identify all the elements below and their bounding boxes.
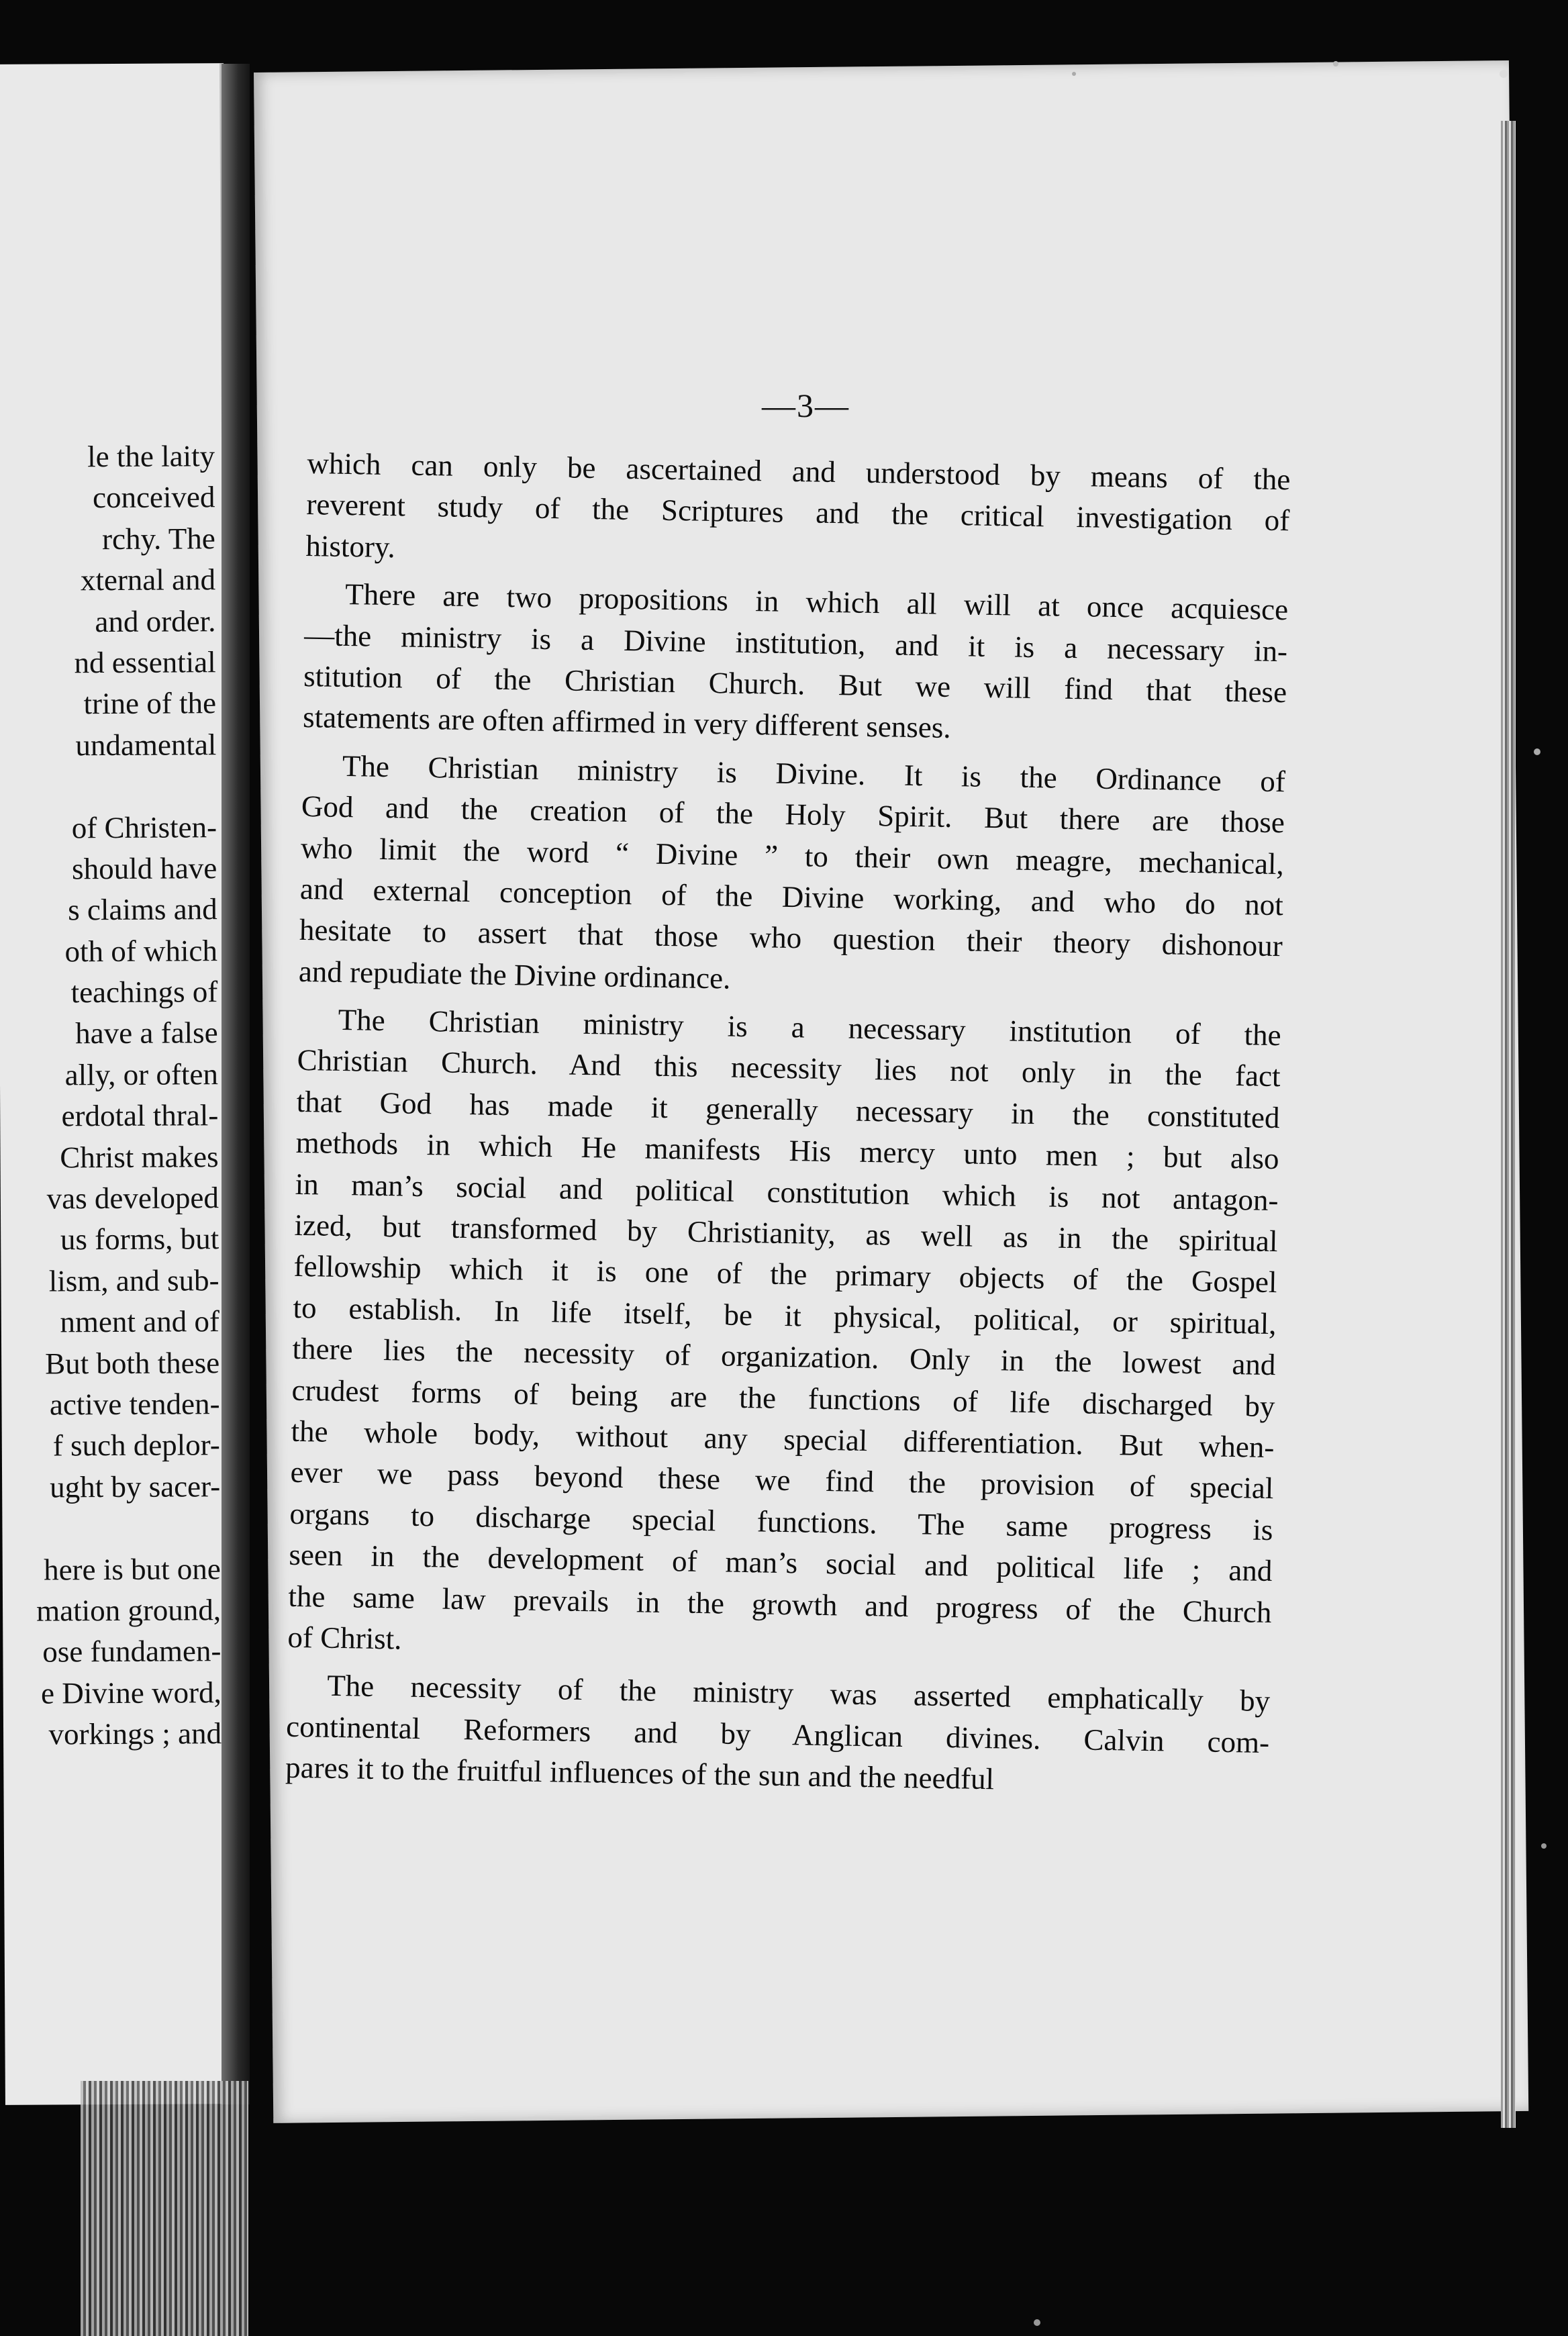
- text-line: seen in the development of man’s social and political life ; and: [289, 1537, 1273, 1588]
- left-page-line: Christ makes: [60, 1139, 219, 1175]
- paragraph: [305, 443, 1291, 583]
- text-line: God and the creation of the Holy Spirit. But there are those: [301, 789, 1285, 840]
- left-page-line: trine of the: [83, 686, 217, 721]
- text-line: continental Reformers and by Anglican divines. Calvin com-: [285, 1709, 1270, 1759]
- text-line: and repudiate the Divine ordinance.: [298, 954, 731, 995]
- text-line: history.: [305, 528, 396, 564]
- left-page-line: lism, and sub-: [48, 1263, 219, 1298]
- text-line: ever we pass beyond these we find the provision of special: [290, 1455, 1274, 1506]
- text-line: statements are often affirmed in very different senses.: [302, 700, 951, 745]
- text-line: of Christ.: [287, 1620, 402, 1656]
- left-page-line: oth of which: [64, 933, 218, 969]
- text-line: The Christian ministry is a necessary institution of the: [338, 1002, 1281, 1053]
- text-line: to establish. In life itself, be it physical, political, or spiritual,: [293, 1290, 1277, 1341]
- left-page-line: le the laity: [87, 439, 215, 474]
- text-line: pares it to the fruitful influences of the sun and the needful: [285, 1750, 995, 1796]
- left-page-line: ally, or often: [64, 1057, 219, 1092]
- left-page-line: conceived: [92, 480, 215, 515]
- text-line: stitution of the Christian Church. But we will find that these: [303, 659, 1287, 710]
- left-page-line: rchy. The: [101, 521, 215, 556]
- book-gutter-shadow: [222, 64, 250, 2104]
- paragraph: [303, 573, 1289, 755]
- text-line: the whole body, without any special differentiation. But when-: [291, 1414, 1275, 1465]
- text-line: Christian Church. And this necessity lies not only in the fact: [297, 1043, 1281, 1093]
- left-page-line: vorkings ; and: [48, 1716, 222, 1751]
- text-line: and external conception of the Divine working, and who do not: [299, 871, 1284, 922]
- text-line: There are two propositions in which all will at once acquiesce: [344, 577, 1289, 627]
- left-page-line: us forms, but: [60, 1222, 219, 1257]
- page-number: —3—: [762, 387, 850, 424]
- left-page-line: ught by sacer-: [49, 1469, 221, 1504]
- right-page-text: [285, 443, 1291, 1805]
- text-line: reverent study of the Scriptures and the critical investigation of: [306, 487, 1290, 538]
- text-line: the same law prevails in the growth and progress of the Church: [288, 1579, 1272, 1629]
- text-line: fellowship which it is one of the primary objects of the Gospel: [293, 1249, 1277, 1300]
- paragraph: [298, 745, 1285, 1009]
- left-page-line: mation ground,: [36, 1593, 222, 1628]
- left-page-line: nment and of: [60, 1304, 219, 1339]
- left-page-line: and order.: [95, 603, 216, 638]
- text-line: hesitate to assert that those who question their theory dishonour: [299, 913, 1283, 963]
- text-line: organs to discharge special functions. The same progress is: [289, 1496, 1273, 1547]
- left-page-line: active tenden-: [49, 1387, 220, 1422]
- left-page-line: e Divine word,: [40, 1675, 222, 1710]
- left-page-line: undamental: [75, 727, 217, 763]
- left-page-line: [0, 765, 217, 809]
- left-page-line: of Christen-: [71, 810, 217, 844]
- left-page-line: [0, 1507, 221, 1551]
- left-page-line: f such deplor-: [52, 1428, 220, 1463]
- left-page-line: ose fundamen-: [42, 1634, 222, 1669]
- left-page-line: erdotal thral-: [61, 1098, 219, 1133]
- text-line: The Christian ministry is Divine. It is the Ordinance of: [342, 748, 1286, 798]
- text-line: which can only be ascertained and understood by means of the: [307, 446, 1291, 497]
- left-page-line: have a false: [75, 1016, 218, 1051]
- page-edges-bottom: [81, 2081, 248, 2336]
- paragraph: [287, 999, 1281, 1674]
- left-page: [0, 63, 234, 2105]
- text-line: who limit the word “ Divine ” to their own meagre, mechanical,: [300, 830, 1285, 881]
- text-line: that God has made it generally necessary in the constituted: [296, 1084, 1280, 1135]
- left-page-line: teachings of: [70, 975, 218, 1010]
- left-page-line: s claims and: [68, 892, 217, 927]
- text-line: in man’s social and political constitution which is not antagon-: [295, 1167, 1279, 1217]
- text-line: crudest forms of being are the functions of life discharged by: [291, 1373, 1275, 1423]
- text-line: The necessity of the ministry was asserted emphatically by: [326, 1669, 1271, 1718]
- text-line: —the ministry is a Divine institution, and it is a necessary in-: [303, 618, 1288, 668]
- left-page-line: here is but one: [43, 1551, 221, 1587]
- page-edges-right: [1501, 121, 1516, 2128]
- left-page-line: nd essential: [74, 645, 216, 680]
- text-line: ized, but transformed by Christianity, as well as in the spiritual: [294, 1208, 1278, 1259]
- left-page-line: should have: [71, 851, 217, 886]
- text-line: methods in which He manifests His mercy unto men ; but also: [295, 1126, 1279, 1176]
- text-line: there lies the necessity of organization. Only in the lowest and: [292, 1332, 1276, 1382]
- paragraph: [285, 1665, 1271, 1804]
- left-page-line: vas developed: [46, 1181, 219, 1216]
- left-page-line: But both these: [45, 1345, 220, 1381]
- left-page-line: xternal and: [80, 563, 216, 597]
- left-page-text: [0, 436, 222, 1757]
